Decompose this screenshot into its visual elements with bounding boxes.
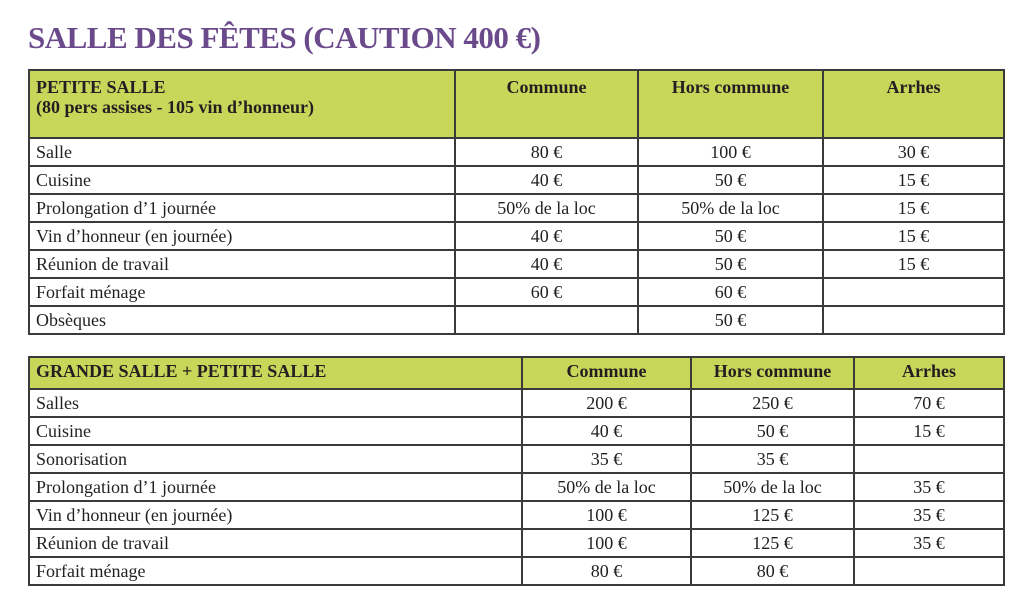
- price-hors-commune: 125 €: [691, 529, 854, 557]
- column-header-arrhes: Arrhes: [823, 70, 1004, 138]
- deposit-arrhes: [823, 306, 1004, 334]
- price-hors-commune: 125 €: [691, 501, 854, 529]
- table-header-row: [29, 357, 1004, 389]
- table-row: [29, 473, 1004, 501]
- price-commune: 200 €: [522, 389, 691, 417]
- table-row: [29, 278, 1004, 306]
- deposit-arrhes: 30 €: [823, 138, 1004, 166]
- row-label: Forfait ménage: [29, 278, 455, 306]
- price-commune: 35 €: [522, 445, 691, 473]
- row-label: Réunion de travail: [29, 250, 455, 278]
- column-header-hors-commune: Hors commune: [638, 70, 823, 138]
- table-row: [29, 417, 1004, 445]
- deposit-arrhes: 35 €: [854, 529, 1004, 557]
- price-commune: 80 €: [455, 138, 638, 166]
- row-label: Cuisine: [29, 166, 455, 194]
- price-commune: 100 €: [522, 501, 691, 529]
- column-header-arrhes: Arrhes: [854, 357, 1004, 389]
- row-label: Salles: [29, 389, 522, 417]
- room-name: GRANDE SALLE + PETITE SALLE: [36, 361, 327, 381]
- table-row: [29, 194, 1004, 222]
- table-row: [29, 557, 1004, 585]
- price-hors-commune: 50 €: [638, 250, 823, 278]
- price-hors-commune: 80 €: [691, 557, 854, 585]
- row-label: Prolongation d’1 journée: [29, 194, 455, 222]
- row-label: Vin d’honneur (en journée): [29, 222, 455, 250]
- price-hors-commune: 60 €: [638, 278, 823, 306]
- row-label: Prolongation d’1 journée: [29, 473, 522, 501]
- deposit-arrhes: 15 €: [823, 194, 1004, 222]
- price-commune: 40 €: [455, 222, 638, 250]
- deposit-arrhes: [823, 278, 1004, 306]
- column-header-commune: Commune: [522, 357, 691, 389]
- deposit-arrhes: 15 €: [854, 417, 1004, 445]
- room-capacity: (80 pers assises - 105 vin d’honneur): [36, 97, 315, 117]
- deposit-arrhes: 35 €: [854, 473, 1004, 501]
- table-row: [29, 445, 1004, 473]
- price-hors-commune: 50 €: [638, 166, 823, 194]
- row-label: Salle: [29, 138, 455, 166]
- deposit-arrhes: 15 €: [823, 222, 1004, 250]
- price-commune: 80 €: [522, 557, 691, 585]
- deposit-arrhes: 15 €: [823, 166, 1004, 194]
- price-hors-commune: 50 €: [638, 222, 823, 250]
- table-row: [29, 250, 1004, 278]
- row-label: Réunion de travail: [29, 529, 522, 557]
- room-name: PETITE SALLE: [36, 77, 166, 97]
- petite-salle-table: [28, 69, 1005, 335]
- price-hors-commune: 50% de la loc: [638, 194, 823, 222]
- row-label: Sonorisation: [29, 445, 522, 473]
- price-commune: 100 €: [522, 529, 691, 557]
- price-hors-commune: 35 €: [691, 445, 854, 473]
- price-commune: 50% de la loc: [522, 473, 691, 501]
- table-row: [29, 389, 1004, 417]
- table-header-row: [29, 70, 1004, 138]
- column-header-hors-commune: Hors commune: [691, 357, 854, 389]
- deposit-arrhes: [854, 445, 1004, 473]
- room-header: [29, 70, 455, 138]
- price-hors-commune: 250 €: [691, 389, 854, 417]
- table-row: [29, 306, 1004, 334]
- table-row: [29, 222, 1004, 250]
- room-header: [29, 357, 522, 389]
- page-title: SALLE DES FÊTES (CAUTION 400 €): [28, 20, 541, 55]
- price-commune: 50% de la loc: [455, 194, 638, 222]
- price-commune: [455, 306, 638, 334]
- table-row: [29, 529, 1004, 557]
- row-label: Forfait ménage: [29, 557, 522, 585]
- deposit-arrhes: [854, 557, 1004, 585]
- deposit-arrhes: 15 €: [823, 250, 1004, 278]
- grande-petite-salle-table: [28, 356, 1005, 586]
- price-commune: 40 €: [455, 166, 638, 194]
- row-label: Vin d’honneur (en journée): [29, 501, 522, 529]
- price-hors-commune: 50 €: [638, 306, 823, 334]
- table-row: [29, 138, 1004, 166]
- price-commune: 60 €: [455, 278, 638, 306]
- deposit-arrhes: 35 €: [854, 501, 1004, 529]
- price-commune: 40 €: [522, 417, 691, 445]
- table-row: [29, 166, 1004, 194]
- table-row: [29, 501, 1004, 529]
- price-hors-commune: 50 €: [691, 417, 854, 445]
- row-label: Cuisine: [29, 417, 522, 445]
- column-header-commune: Commune: [455, 70, 638, 138]
- row-label: Obsèques: [29, 306, 455, 334]
- deposit-arrhes: 70 €: [854, 389, 1004, 417]
- price-commune: 40 €: [455, 250, 638, 278]
- price-hors-commune: 100 €: [638, 138, 823, 166]
- price-hors-commune: 50% de la loc: [691, 473, 854, 501]
